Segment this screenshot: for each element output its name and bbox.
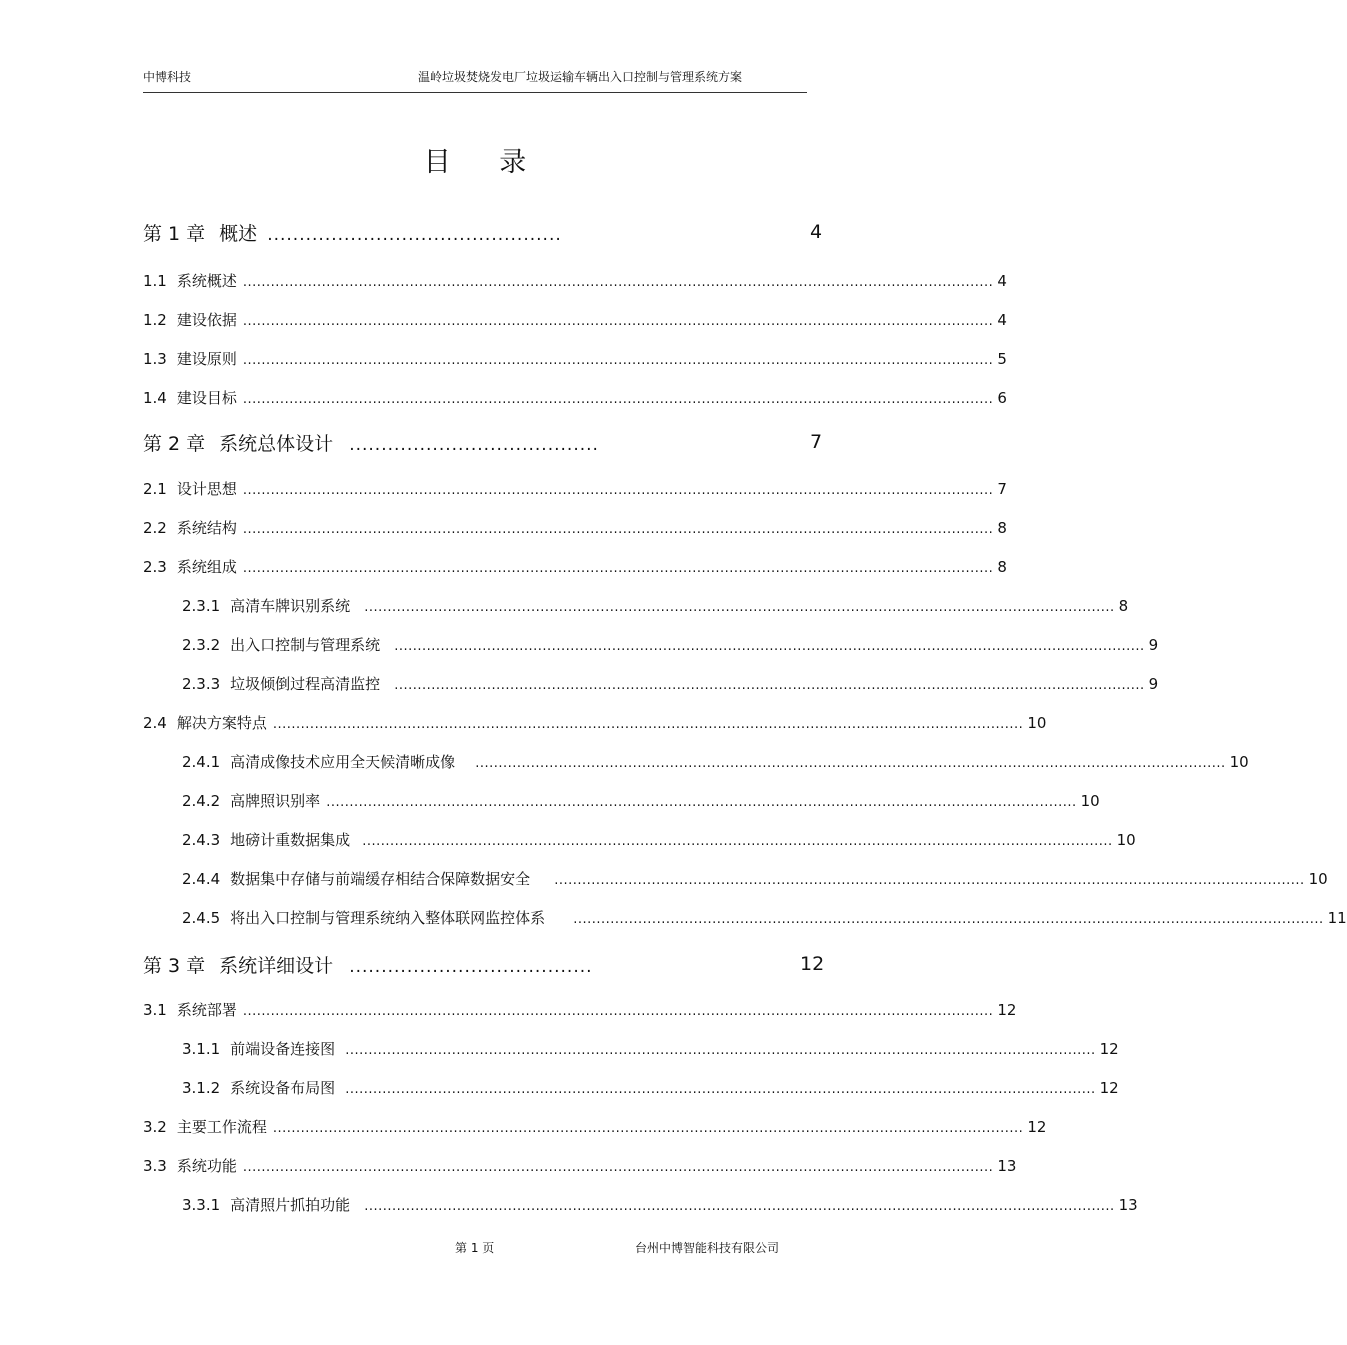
- footer-page-number: 第 1 页: [455, 1241, 495, 1255]
- toc-entry-title: 系统总体设计: [219, 433, 334, 455]
- toc-chapter-2[interactable]: [143, 429, 663, 456]
- toc-entry-number: 2.1: [143, 480, 167, 498]
- toc-entry-leader: ..................................................................................................................................................................: [364, 600, 1115, 615]
- toc-entry-title: 设计思想: [176, 480, 237, 498]
- toc-entry-title: 系统概述: [176, 272, 237, 290]
- toc-subsection-2-3-1[interactable]: [182, 595, 1129, 616]
- toc-entry-title: 系统组成: [176, 558, 237, 576]
- toc-section-2-3[interactable]: [143, 556, 1007, 577]
- toc-subsection-2-4-5[interactable]: [182, 907, 1347, 928]
- toc-entry-number: 2.4.1: [182, 753, 221, 771]
- toc-entry-page: 12: [1027, 1118, 1047, 1136]
- toc-entry-leader: ..............................................: [267, 225, 562, 245]
- toc-entry-leader: ..................................................................................................................................................................: [394, 678, 1145, 693]
- toc-entry-title: 数据集中存储与前端缓存相结合保障数据安全: [230, 870, 531, 888]
- toc-entry-page: 9: [1148, 636, 1159, 654]
- toc-entry-number: 3.3: [143, 1157, 167, 1175]
- toc-entry-leader: ......................................: [349, 957, 593, 977]
- toc-entry-leader: ..................................................................................................................................................................: [554, 873, 1305, 888]
- header-document-title: 温岭垃圾焚烧发电厂垃圾运输车辆出入口控制与管理系统方案: [418, 70, 743, 84]
- toc-entry-page: 12: [997, 1001, 1017, 1019]
- toc-entry-title: 前端设备连接图: [230, 1040, 336, 1058]
- toc-entry-number: 第 3 章: [143, 955, 206, 977]
- toc-entry-number: 2.3.3: [182, 675, 221, 693]
- toc-entry-leader: ..................................................................................................................................................................: [242, 1004, 994, 1019]
- toc-entry-page: 13: [997, 1157, 1017, 1175]
- toc-chapter-2-page: 7: [810, 431, 823, 453]
- toc-entry-leader: ..................................................................................................................................................................: [394, 639, 1145, 654]
- toc-entry-page: 8: [1118, 597, 1129, 615]
- toc-entry-page: 10: [1027, 714, 1047, 732]
- toc-chapter-1[interactable]: [143, 219, 663, 246]
- toc-entry-number: 2.4.2: [182, 792, 221, 810]
- toc-entry-title: 系统功能: [176, 1157, 237, 1175]
- toc-entry-number: 2.3: [143, 558, 167, 576]
- toc-entry-leader: ..................................................................................................................................................................: [362, 834, 1113, 849]
- toc-section-3-2[interactable]: [143, 1116, 1047, 1137]
- toc-entry-title: 高清车牌识别系统: [230, 597, 351, 615]
- toc-entry-page: 11: [1327, 909, 1347, 927]
- header-divider: [143, 92, 807, 93]
- toc-subsection-2-3-2[interactable]: [182, 634, 1159, 655]
- toc-entry-page: 13: [1118, 1196, 1138, 1214]
- toc-entry-page: 6: [997, 389, 1007, 407]
- toc-entry-leader: ..................................................................................................................................................................: [475, 756, 1226, 771]
- toc-title: 目 录: [423, 147, 547, 178]
- toc-entry-leader: ..................................................................................................................................................................: [272, 1121, 1024, 1136]
- toc-entry-title: 高清照片抓拍功能: [230, 1196, 351, 1214]
- toc-section-3-1[interactable]: [143, 999, 1017, 1020]
- toc-entry-title: 出入口控制与管理系统: [230, 636, 381, 654]
- toc-entry-title: 高牌照识别率: [230, 792, 321, 810]
- toc-entry-title: 建设目标: [176, 389, 237, 407]
- toc-entry-leader: ..................................................................................................................................................................: [326, 795, 1077, 810]
- toc-entry-title: 系统详细设计: [219, 955, 334, 977]
- toc-entry-leader: ..................................................................................................................................................................: [272, 717, 1024, 732]
- toc-section-1-4[interactable]: [143, 387, 1007, 408]
- toc-entry-title: 建设原则: [176, 350, 237, 368]
- toc-entry-leader: ..................................................................................................................................................................: [242, 314, 994, 329]
- toc-entry-page: 12: [1099, 1040, 1119, 1058]
- toc-entry-title: 建设依据: [176, 311, 237, 329]
- toc-chapter-1-page: 4: [810, 221, 823, 243]
- toc-entry-leader: ..................................................................................................................................................................: [242, 522, 994, 537]
- toc-entry-leader: ..................................................................................................................................................................: [345, 1043, 1096, 1058]
- toc-entry-number: 3.3.1: [182, 1196, 221, 1214]
- toc-chapter-3[interactable]: [143, 951, 663, 978]
- toc-entry-page: 12: [1099, 1079, 1119, 1097]
- toc-entry-leader: ..................................................................................................................................................................: [242, 561, 994, 576]
- toc-entry-title: 垃圾倾倒过程高清监控: [230, 675, 381, 693]
- toc-entry-page: 10: [1080, 792, 1100, 810]
- toc-entry-number: 3.1.2: [182, 1079, 221, 1097]
- toc-entry-number: 1.1: [143, 272, 167, 290]
- toc-entry-title: 解决方案特点: [176, 714, 267, 732]
- toc-section-1-3[interactable]: [143, 348, 1007, 369]
- toc-subsection-2-4-2[interactable]: [182, 790, 1100, 811]
- toc-subsection-3-1-1[interactable]: [182, 1038, 1119, 1059]
- toc-entry-page: 9: [1148, 675, 1159, 693]
- toc-section-2-1[interactable]: [143, 478, 1007, 499]
- toc-entry-number: 1.2: [143, 311, 167, 329]
- toc-entry-number: 2.3.1: [182, 597, 221, 615]
- toc-subsection-2-4-1[interactable]: [182, 751, 1249, 772]
- toc-entry-leader: ..................................................................................................................................................................: [242, 353, 994, 368]
- toc-entry-title: 系统部署: [176, 1001, 237, 1019]
- toc-entry-number: 2.2: [143, 519, 167, 537]
- toc-subsection-3-3-1[interactable]: [182, 1194, 1138, 1215]
- toc-entry-page: 10: [1116, 831, 1136, 849]
- toc-section-2-4[interactable]: [143, 712, 1047, 733]
- toc-entry-leader: ..................................................................................................................................................................: [242, 275, 994, 290]
- toc-entry-title: 概述: [219, 223, 258, 245]
- toc-entry-page: 10: [1229, 753, 1249, 771]
- toc-chapter-3-page: 12: [800, 953, 825, 975]
- toc-entry-title: 系统设备布局图: [230, 1079, 336, 1097]
- toc-entry-title: 系统结构: [176, 519, 237, 537]
- toc-subsection-3-1-2[interactable]: [182, 1077, 1119, 1098]
- header-left-text: 中博科技: [143, 70, 192, 84]
- toc-entry-leader: ..................................................................................................................................................................: [242, 1160, 994, 1175]
- toc-section-3-3[interactable]: [143, 1155, 1017, 1176]
- toc-entry-title: 将出入口控制与管理系统纳入整体联网监控体系: [230, 909, 546, 927]
- toc-subsection-2-3-3[interactable]: [182, 673, 1159, 694]
- toc-entry-page: 8: [997, 558, 1007, 576]
- toc-entry-leader: .......................................: [349, 435, 599, 455]
- toc-entry-leader: ..................................................................................................................................................................: [573, 912, 1324, 927]
- toc-entry-page: 4: [997, 311, 1007, 329]
- toc-entry-number: 2.4: [143, 714, 167, 732]
- toc-section-1-2[interactable]: [143, 309, 1007, 330]
- toc-entry-number: 3.1: [143, 1001, 167, 1019]
- toc-entry-leader: ..................................................................................................................................................................: [345, 1082, 1096, 1097]
- toc-entry-page: 5: [997, 350, 1007, 368]
- toc-entry-number: 第 1 章: [143, 223, 206, 245]
- toc-entry-title: 高清成像技术应用全天候清晰成像: [230, 753, 456, 771]
- toc-entry-page: 10: [1308, 870, 1328, 888]
- toc-entry-number: 3.1.1: [182, 1040, 221, 1058]
- footer-company-name: 台州中博智能科技有限公司: [635, 1241, 780, 1255]
- toc-entry-page: 8: [997, 519, 1007, 537]
- toc-section-2-2[interactable]: [143, 517, 1007, 538]
- toc-entry-leader: ..................................................................................................................................................................: [242, 483, 994, 498]
- toc-entry-title: 地磅计重数据集成: [230, 831, 351, 849]
- toc-entry-number: 1.3: [143, 350, 167, 368]
- toc-entry-title: 主要工作流程: [176, 1118, 267, 1136]
- toc-entry-number: 第 2 章: [143, 433, 206, 455]
- toc-subsection-2-4-4[interactable]: [182, 868, 1328, 889]
- toc-entry-leader: ..................................................................................................................................................................: [242, 392, 994, 407]
- toc-entry-number: 2.4.4: [182, 870, 221, 888]
- toc-entry-leader: ..................................................................................................................................................................: [364, 1199, 1115, 1214]
- toc-entry-number: 2.4.3: [182, 831, 221, 849]
- toc-entry-number: 1.4: [143, 389, 167, 407]
- toc-entry-number: 2.3.2: [182, 636, 221, 654]
- toc-entry-page: 7: [997, 480, 1007, 498]
- toc-section-1-1[interactable]: [143, 270, 1007, 291]
- toc-entry-page: 4: [997, 272, 1007, 290]
- toc-entry-number: 3.2: [143, 1118, 167, 1136]
- toc-entry-number: 2.4.5: [182, 909, 221, 927]
- toc-subsection-2-4-3[interactable]: [182, 829, 1136, 850]
